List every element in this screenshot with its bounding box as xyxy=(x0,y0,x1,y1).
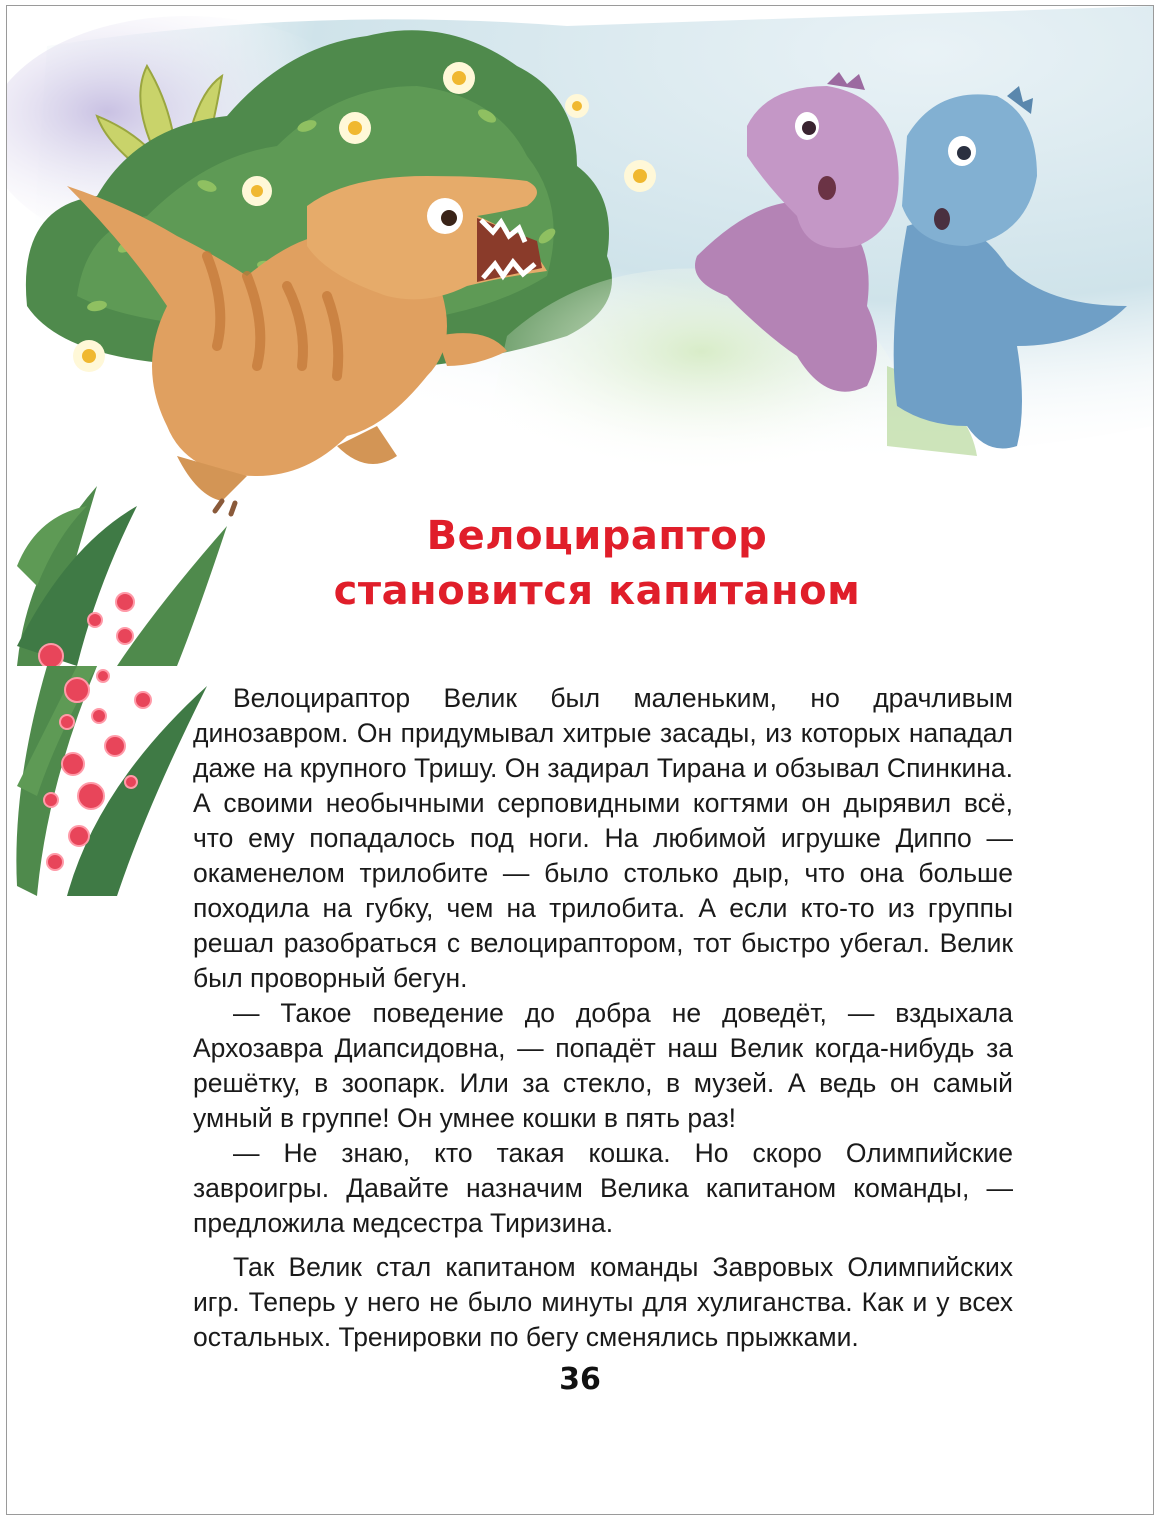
chapter-title-line-2: становится капитаном xyxy=(333,567,861,614)
page-number: 36 xyxy=(559,1362,601,1397)
chapter-title xyxy=(207,509,987,619)
paragraph-1: Велоцираптор Велик был маленьким, но драчливым динозавром. Он придумывал хитрые засады, из которых нападал даже на крупного Тришу. Он задирал Тирана и обзывал Спинкина. А своими необычными серповидными когтями он дырявил всё, что ему попадалось под ноги. На любимой игрушке Диппо — окаменелом трилобите — было столько дыр, что она больше походила на губку, чем на трилобита. А если кто-то из группы решал разобраться с велоцираптором, тот быстро убегал. Велик был проворный бегун. xyxy=(193,683,1013,993)
paragraph-2: — Такое поведение до добра не доведёт, — вздыхала Архозавра Диапсидовна, — попадёт наш Велик когда-нибудь за решётку, в зоопарк. Или за стекло, в музей. А ведь он самый умный в группе! Он умнее кошки в пять раз! xyxy=(193,998,1013,1133)
book-page xyxy=(6,5,1154,1515)
story-text xyxy=(193,681,1013,1355)
leaf-plant-lower xyxy=(16,666,207,896)
paragraph-4: Так Велик стал капитаном команды Завровых Олимпийских игр. Теперь у него не было минуты для хулиганства. Как и у всех остальных. Тренировки по бегу сменялись прыжками. xyxy=(193,1252,1013,1352)
chapter-title-line-1: Велоцираптор xyxy=(426,512,768,559)
paragraph-3: — Не знаю, кто такая кошка. Но скоро Олимпийские завроигры. Давайте назначим Велика капитаном команды, — предложила медсестра Тиризина. xyxy=(193,1138,1013,1238)
